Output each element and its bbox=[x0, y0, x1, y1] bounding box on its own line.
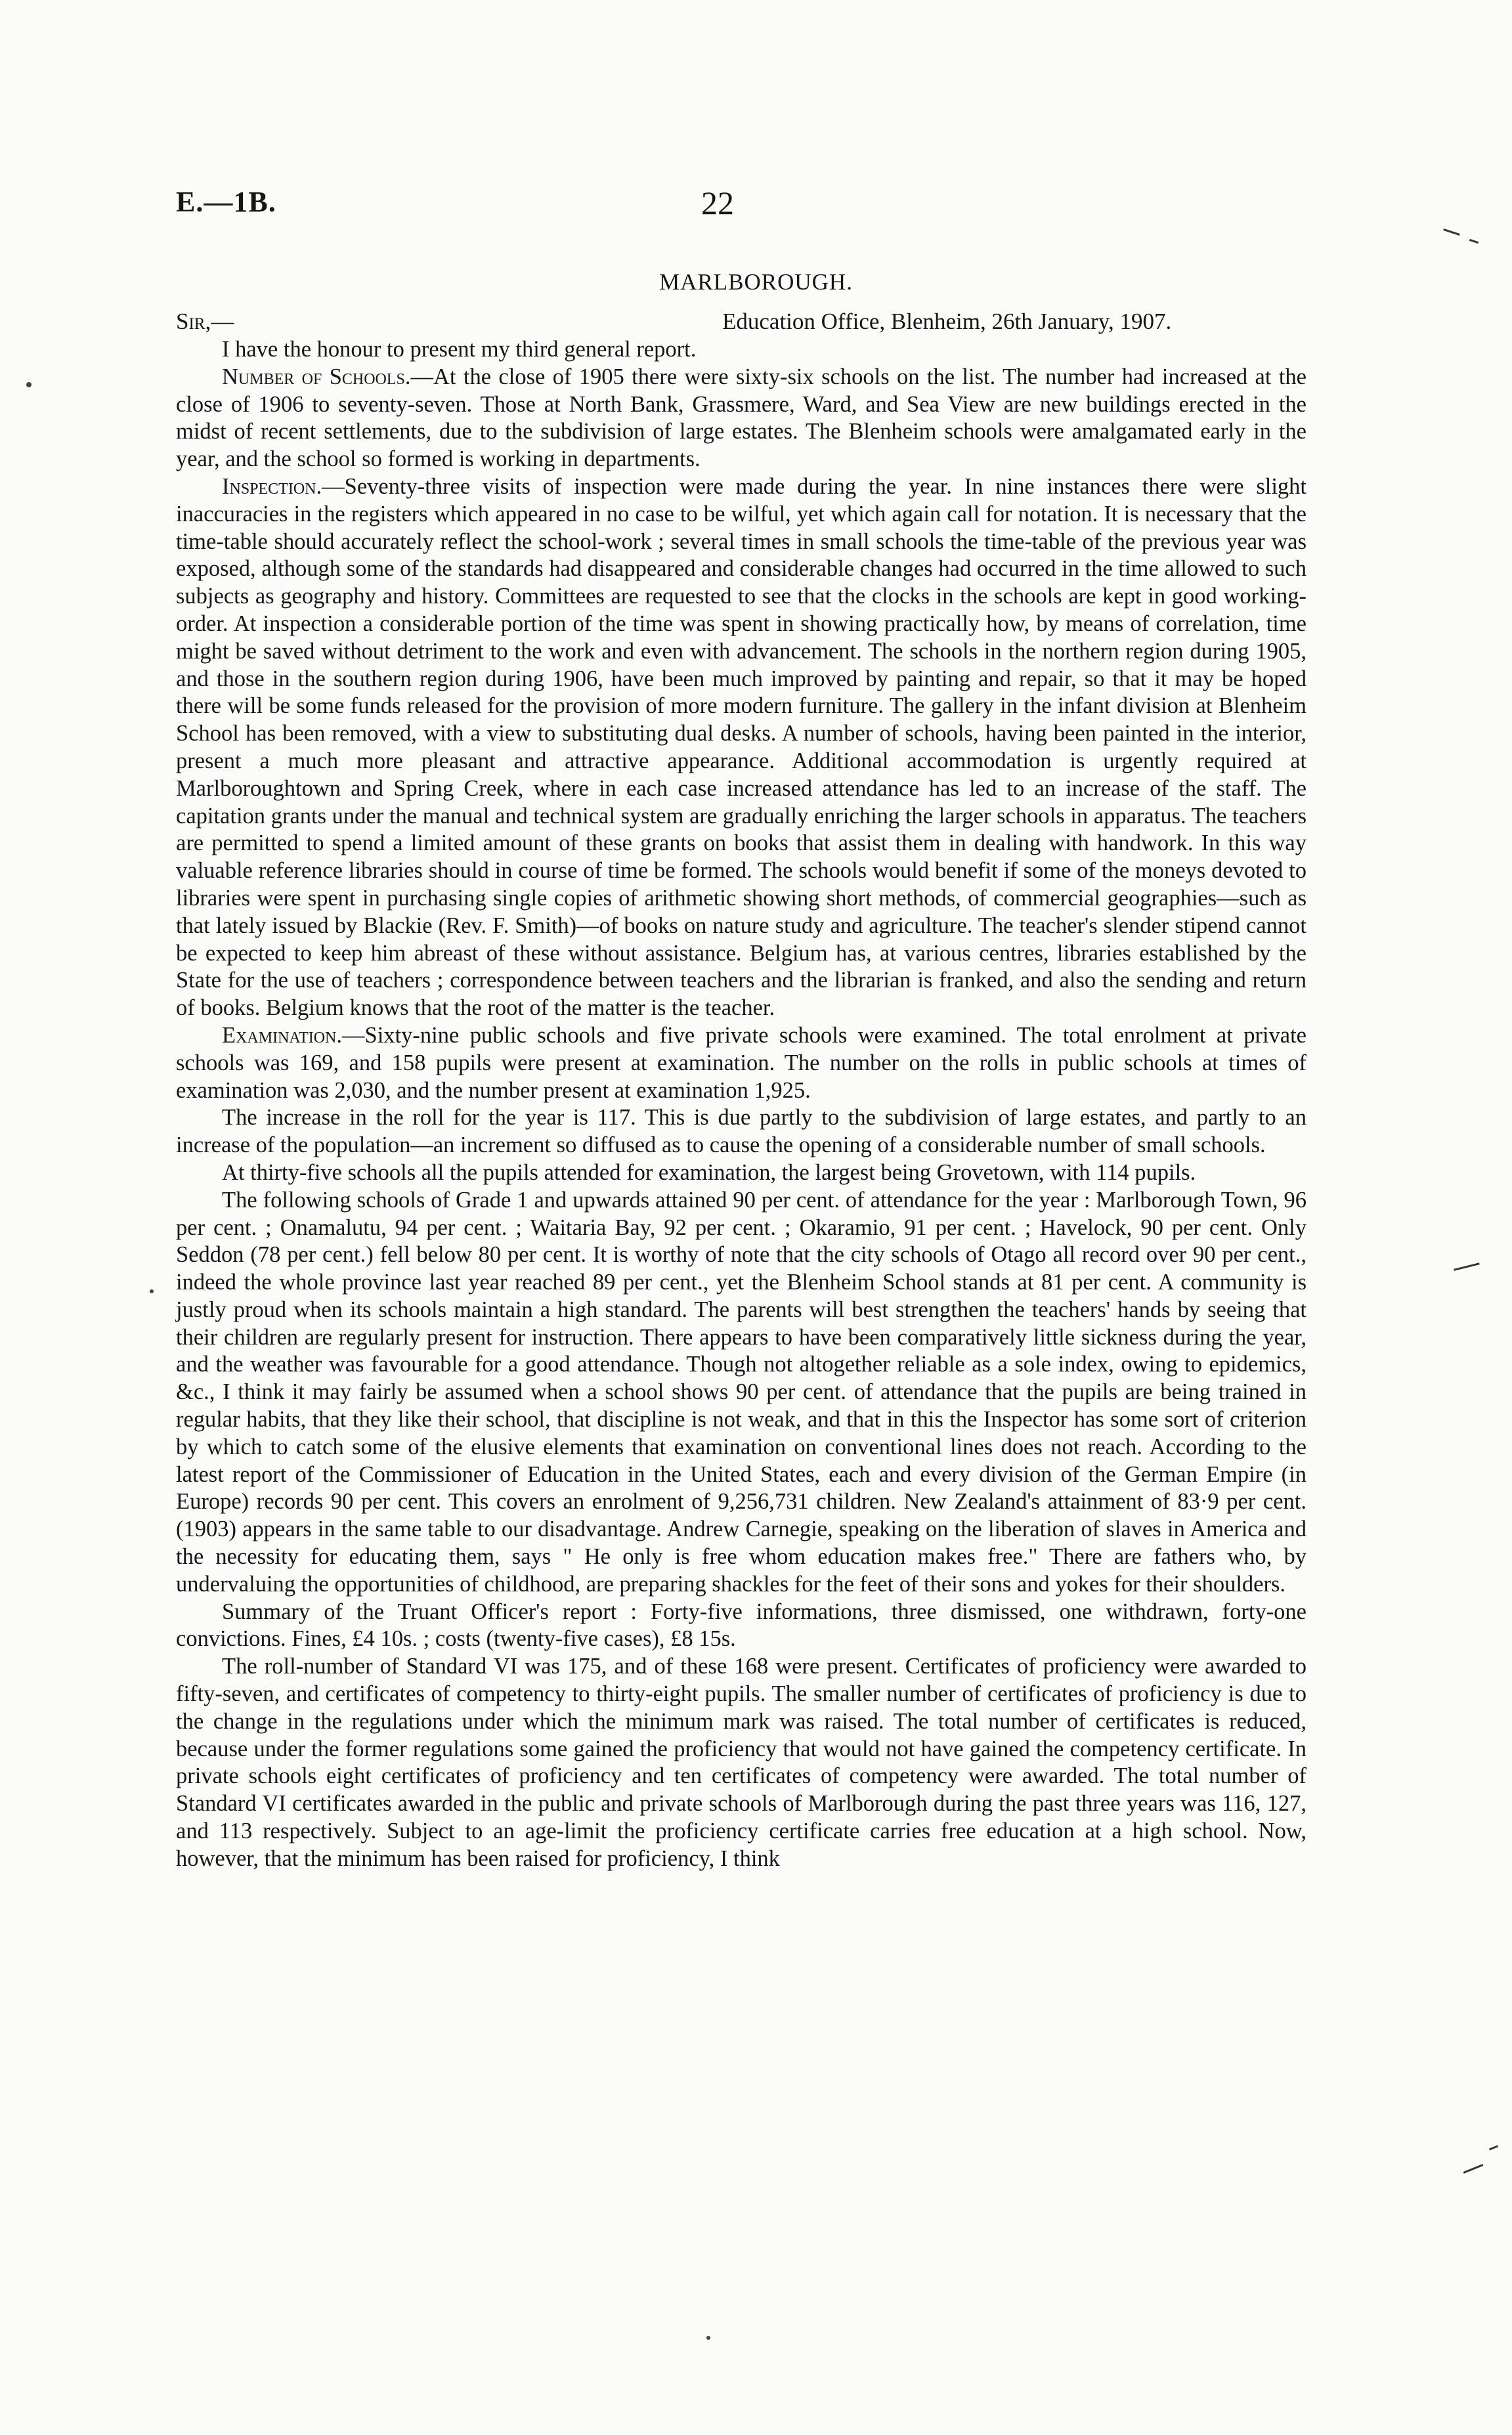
paragraph-text: —Seventy-three visits of inspection were made during the year. In nine instances there were slight inaccuracies in the registers which appeared in no case to be wilful, yet which again call for notation. It is necessary that the time-table should accurately reflect the school-work ; several times in small schools the time-table of the previous year was exposed, although some of the standards had disappeared and considerable changes had occurred in the time allowed to such subjects as geography and history. Committees are requested to see that the clocks in the schools are kept in good working-order. At inspection a considerable portion of the time was spent in showing practically how, by means of correlation, time might be saved without detriment to the work and even with advancement. The schools in the northern region during 1905, and those in the southern region during 1906, have been much improved by painting and repair, so that it may be hoped there will be some funds released for the provision of more modern furniture. The gallery in the infant division at Blenheim School has been removed, with a view to substituting dual desks. A number of schools, having been painted in the interior, present a much more pleasant and attractive appearance. Additional accommodation is urgently required at Marlboroughtown and Spring Creek, where in each case increased attendance has led to an increase of the staff. The capitation grants under the manual and technical system are gradually enriching the larger schools in apparatus. The teachers are permitted to spend a limited amount of these grants on books that assist them in dealing with handwork. In this way valuable reference libraries should in course of time be formed. The schools would benefit if some of the moneys devoted to libraries were spent in purchasing single copies of arithmetic showing short methods, of commercial geographies—such as that lately issued by Blackie (Rev. F. Smith)—of books on nature study and agriculture. The teacher's slender stipend cannot be expected to keep him abreast of these without assistance. Belgium has, at various centres, libraries established by the State for the use of teachers ; correspondence between teachers and the librarian is franked, and also the sending and return of books. Belgium knows that the root of the matter is the teacher. bbox=[176, 473, 1307, 1021]
paragraph-text: —At the close of 1905 there were sixty-six schools on the list. The number had increased at the close of 1906 to seventy-seven. Those at North Bank, Grassmere, Ward, and Sea View are new buildings erected in the midst of recent settlements, due to the subdivision of large estates. The Blenheim schools were amalgamated early in the year, and the school so formed is working in departments. bbox=[176, 364, 1307, 472]
paragraph-text: The roll-number of Standard VI was 175, and of these 168 were present. Certificates of proficiency were awarded to fifty-seven, and certificates of competency to thirty-eight pupils. The smaller number of certificates of proficiency is due to the change in the regulations under which the minimum mark was raised. The total number of certificates is reduced, because under the former regulations some gained the proficiency that would not have gained the competency certificate. In private schools eight certificates of proficiency and ten certificates of competency were awarded. The total number of Standard VI certificates awarded in the public and private schools of Marlborough during the past three years was 116, 127, and 113 respectively. Subject to an age-limit the proficiency certificate carries free education at a high school. Now, however, that the minimum has been raised for proficiency, I think bbox=[176, 1654, 1307, 1871]
paragraph-attendance-rates bbox=[176, 1187, 1307, 1599]
address-date-line: Education Office, Blenheim, 26th January, 1907. bbox=[722, 309, 1172, 334]
paragraph-text: —Sixty-nine public schools and five private schools were examined. The total enrolment at private schools was 169, and 158 pupils were present at examination. The number on the rolls in public schools at times of examination was 2,030, and the number present at examination 1,925. bbox=[176, 1022, 1307, 1103]
paragraph-examination bbox=[176, 1022, 1307, 1104]
paragraph-roll-increase bbox=[176, 1104, 1307, 1159]
paragraph-truant-officer bbox=[176, 1599, 1307, 1654]
margin-mark bbox=[1454, 1262, 1480, 1271]
document-reference: E.—1B. bbox=[176, 186, 276, 218]
paragraph-lead: Examination. bbox=[222, 1022, 343, 1048]
margin-dot bbox=[706, 2336, 710, 2340]
paragraph-text: Summary of the Truant Officer's report : Forty-five informations, three dismissed, one withdrawn, forty-one convictions. Fines, £4 10s. ; costs (twenty-five cases), £8 15s. bbox=[176, 1599, 1307, 1652]
paragraph-full-attendance bbox=[176, 1159, 1307, 1187]
paragraph-number-of-schools bbox=[176, 364, 1307, 473]
margin-mark bbox=[1443, 228, 1460, 236]
salutation: Sir,— bbox=[176, 309, 234, 334]
paragraph-certificates bbox=[176, 1653, 1307, 1872]
margin-mark bbox=[1469, 239, 1479, 244]
page-number: 22 bbox=[701, 184, 734, 221]
paragraph-inspection bbox=[176, 473, 1307, 1022]
margin-dot bbox=[150, 1289, 154, 1293]
margin-mark bbox=[1463, 2164, 1484, 2174]
paragraph-lead: Inspection. bbox=[222, 473, 322, 499]
paragraph-text: The increase in the roll for the year is 117. This is due partly to the subdivision of large estates, and partly to an increase of the population—an increment so diffused as to cause the opening of a considerable number of small schools. bbox=[176, 1105, 1307, 1158]
paragraph-intro bbox=[176, 336, 1307, 364]
paragraph-text: The following schools of Grade 1 and upwards attained 90 per cent. of attendance for the year : Marlborough Town, 96 per cent. ; Onamalutu, 94 per cent. ; Waitaria Bay, 92 per cent. ; Okaramio, 91 per cent. ; Havelock, 90 per cent. Only Seddon (78 per cent.) fell below 80 per cent. It is worthy of note that the city schools of Otago all record over 90 per cent., indeed the whole province last year reached 89 per cent., yet the Blenheim School stands at 81 per cent. A community is justly proud when its schools maintain a high standard. The parents will best strengthen the teachers' hands by seeing that their children are regularly present for instruction. There appears to have been comparatively little sickness during the year, and the weather was favourable for a good attendance. Though not altogether reliable as a sole index, owing to epidemics, &c., I think it may fairly be assumed when a school shows 90 per cent. of attendance that the pupils are being trained in regular habits, that they like their school, that discipline is not weak, and that in this the Inspector has some sort of criterion by which to catch some of the elusive elements that examination on conventional lines does not reach. According to the latest report of the Commissioner of Education in the United States, each and every division of the German Empire (in Europe) records 90 per cent. This covers an enrolment of 9,256,731 children. New Zealand's attainment of 83·9 per cent. (1903) appears in the same table to our disadvantage. Andrew Carnegie, speaking on the liberation of slaves in America and the necessity for educating them, says " He only is free whom education makes free." There are fathers who, by undervaluing the opportunities of childhood, are preparing shackles for the feet of their sons and yokes for their shoulders. bbox=[176, 1187, 1307, 1597]
section-heading: MARLBOROUGH. bbox=[659, 269, 853, 295]
margin-dot bbox=[26, 382, 32, 387]
paragraph-text: At thirty-five schools all the pupils attended for examination, the largest being Grovetown, with 114 pupils. bbox=[222, 1159, 1196, 1185]
paragraph-text: I have the honour to present my third general report. bbox=[222, 337, 697, 362]
margin-mark bbox=[1489, 2145, 1498, 2150]
paragraph-lead: Number of Schools. bbox=[222, 364, 411, 389]
report-body bbox=[176, 336, 1307, 1873]
